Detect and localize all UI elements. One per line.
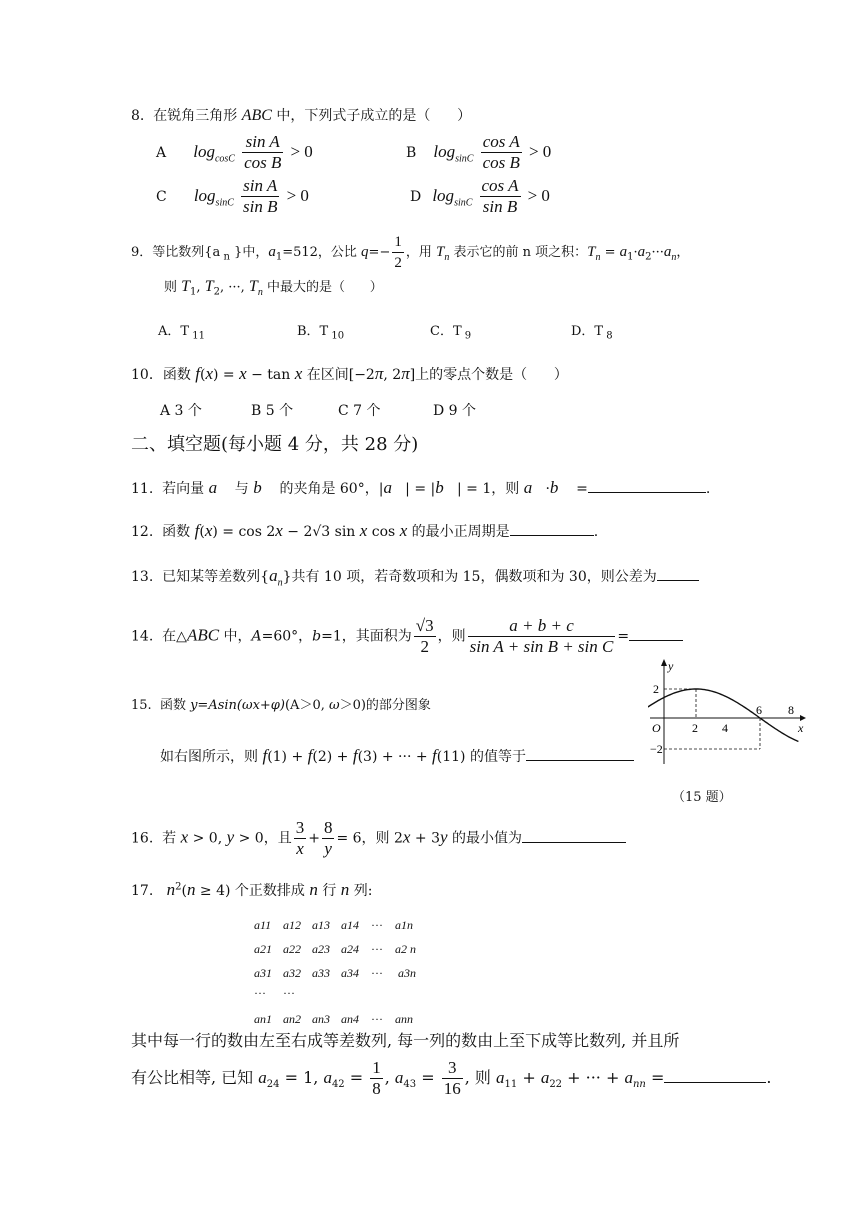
q15-stem: 15. 函数 y=Asin(ωx+φ)(A＞0, ω＞0)的部分图象: [131, 698, 431, 713]
q9-option-b: B．T $_{10}$: [297, 324, 345, 342]
q10-option-d: D 9 个: [433, 403, 477, 419]
q8-option-d: D $\log_{sinC}$ $\frac{\text{cos A}}{\text{sin B}}$ > 0: [410, 176, 550, 216]
q9-stem: 9．等比数列{a $_n$ }中，$a_1=512$，公比 q=− $\frac{1}{2}$ ，用 $T_n$ 表示它的前 n 项之积：$T_n = a_1\cdot a_2\cdot\cdot\cdot a_n$，: [131, 234, 690, 271]
q8-option-b: B $\log_{sinC}$ $\frac{\text{cos A}}{\text{cos B}}$ > 0: [406, 132, 552, 172]
y-tick-2: 2: [653, 682, 659, 696]
q13: 13. 已知某等差数列$\{a_n\}$共有 10 项，若奇数项和为 15，偶数项和为 30，则公差为: [131, 566, 699, 588]
x-axis-label: x: [798, 721, 804, 735]
q10-option-b: B 5 个: [251, 403, 294, 419]
q17-body-2: 有公比相等, 已知 $a_{24} = 1$, $a_{42}$ = $\frac{1}{8}$ , $a_{43}$ = $\frac{3}{16}$ , 则 $a_{11} + a_{22}$ + ··· + $a_{nn}$ = .: [131, 1058, 772, 1098]
x-tick-8: 8: [788, 703, 794, 717]
q12: 12. 函数 f(x) = cos 2x − 2√3 sin x cos x 的最小正周期是 .: [131, 521, 599, 540]
q8-option-a: A $\log_{cosC}$ $\frac{\text{sin A}}{\text{cos B}}$ > 0: [156, 132, 313, 172]
q9-option-d: D．T $_8$: [571, 324, 613, 342]
q17-body-1: 其中每一行的数由左至右成等差数列, 每一列的数由上至下成等比数列, 并且所: [131, 1031, 680, 1050]
origin-label: O: [652, 721, 661, 735]
q14: 14. 在△ABC 中，A=60°，b=1，其面积为 $\frac{√3}{2}$ ，则 $\frac{a + b + c}{\text{sin A + sin B + sin C}}$ =: [131, 616, 683, 657]
q16: 16. 若 x > 0, y > 0，且 $\frac{3}{x}$ + $\frac{8}{y}$ = 6，则 2x + 3y 的最小值为: [131, 818, 626, 859]
section-heading: 二、填空题(每小题 4 分，共 28 分): [131, 434, 419, 455]
y-axis-arrow: [661, 659, 667, 666]
y-tick-neg2: −2: [650, 742, 663, 756]
y-axis-label: y: [668, 659, 674, 673]
q17-stem: 17. $n^2(n \ge 4)$ 个正数排成 n 行 n 列:: [131, 880, 373, 899]
q10-option-a: A 3 个: [160, 403, 202, 419]
x-tick-4: 4: [722, 721, 728, 735]
q11: 11. 若向量 a⃗ 与 b⃗ 的夹角是 60°，|a⃗| = |b⃗| = 1，则 a⃗·b⃗ = .: [131, 478, 711, 497]
q10-stem: 10．函数 f(x) = x − tan x 在区间[−2π, 2π]上的零点个数是（ ）: [131, 364, 568, 383]
x-tick-6: 6: [756, 703, 762, 717]
q9-option-a: A．T $_{11}$: [158, 324, 205, 342]
q15-stem-2: 如右图所示，则 f(1) + f(2) + f(3) + ··· + f(11) 的值等于: [160, 746, 634, 766]
sine-graph: [648, 656, 808, 768]
q10-option-c: C 7 个: [338, 403, 381, 419]
q8-stem: 8. 在锐角三角形 ABC 中，下列式子成立的是（ ）: [131, 107, 472, 124]
x-tick-2: 2: [692, 721, 698, 735]
matrix: a11 a12 a13 a14 ··· a1n a21 a22 a23 a24 ··· a2 n a31 a32 a33 a34 ··· a3n ··· ··· an1 an2 an3 an4 ··· ann: [254, 918, 416, 1026]
q9-stem-2: 则 $T_1$, $T_2$, ···, $T_n$ 中最大的是（ ）: [164, 278, 383, 299]
q15-caption: （15 题）: [672, 790, 732, 805]
q9-option-c: C．T $_9$: [430, 324, 472, 342]
q8-option-c: C $\log_{sinC}$ $\frac{\text{sin A}}{\text{sin B}}$ > 0: [156, 176, 309, 216]
